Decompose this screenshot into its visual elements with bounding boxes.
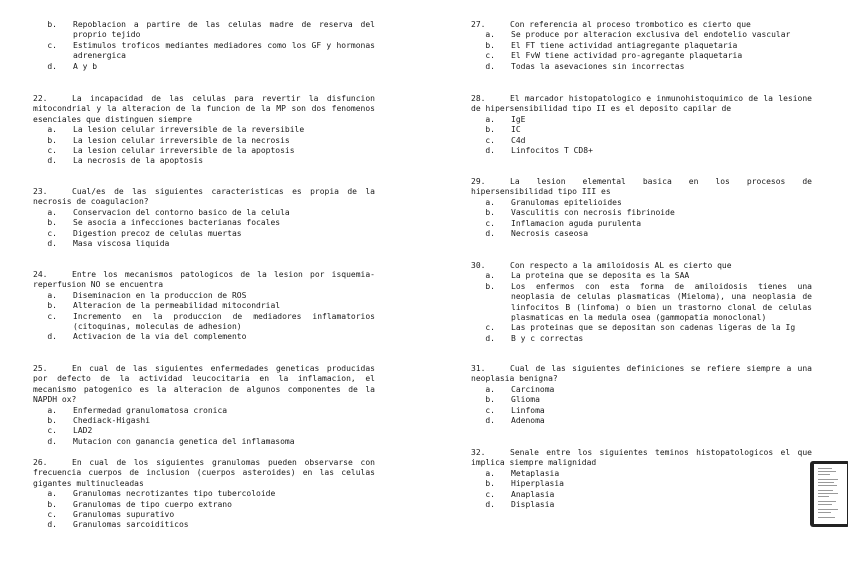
question-stem: 32. Senale entre los siguientes teminos histopatologicos el que implica siempre malignidad: [471, 448, 812, 468]
option-a: a. Diseminacion en la produccion de ROS: [47, 290, 247, 300]
options-list: [33, 208, 375, 250]
option-b: b. Hiperplasia: [485, 479, 564, 489]
options-list: [33, 406, 375, 448]
option-d: d. Necrosis caseosa: [485, 229, 589, 239]
option-a: a. Granulomas necrotizantes tipo tubercoloide: [47, 489, 276, 499]
option-a: a. La lesion celular irreversible de la reversibile: [47, 125, 305, 135]
question-31: [471, 364, 812, 426]
question-23: [33, 187, 375, 249]
option-d: d. Displasia: [485, 500, 555, 510]
option-c: c. Inflamacion aguda purulenta: [485, 218, 642, 228]
option-a: a. Se produce por alteracion exclusiva del endotelio vascular: [485, 30, 791, 40]
options-list: [471, 385, 812, 427]
option-a: a. Conservacion del contorno basico de la celula: [47, 207, 290, 217]
option-d: d. Granulomas sarcoiditicos: [47, 520, 189, 530]
option-b: b. Chediack-Higashi: [47, 416, 151, 426]
question-stem: 28. El marcador histopatologico e inmunohistoquimico de la lesione de hipersensibilidad tipo II es el deposito capilar de: [471, 94, 812, 114]
option-c: c. LAD2: [47, 426, 93, 436]
option-c: c. C4d: [485, 135, 526, 145]
option-d: d. A y b: [47, 61, 98, 71]
option-b: b. Se asocia a infecciones bacterianas focales: [47, 218, 281, 228]
option-d: d. Masa viscosa liquida: [47, 239, 170, 249]
option-d: d. B y c correctas: [485, 333, 584, 343]
option-c: c. Las proteinas que se depositan son cadenas ligeras de la Ig: [485, 323, 796, 333]
options-list: [471, 198, 812, 240]
question-28: [471, 94, 812, 156]
option-a: a. IgE: [485, 114, 526, 124]
question-29: [471, 177, 812, 239]
options-list: [471, 30, 812, 72]
option-b: b. Vasculitis con necrosis fibrinoide: [485, 208, 675, 218]
option-d: d. La necrosis de la apoptosis: [47, 156, 204, 166]
option-b: b. Granulomas de tipo cuerpo extrano: [47, 499, 232, 509]
option-b: b. Repoblacion a partire de las celulas madre de reserva del proprio tejido: [47, 20, 375, 40]
question-27: [471, 20, 812, 72]
option-c: c. Granulomas supurativo: [47, 510, 175, 520]
question-21-continued: [33, 20, 375, 72]
options-list: [471, 115, 812, 157]
option-d: d. Activacion de la via del complemento: [47, 332, 247, 342]
question-24: [33, 270, 375, 343]
question-32: [471, 448, 812, 510]
options-list: [33, 291, 375, 343]
option-b: b. Alteracion de la permeabilidad mitocondrial: [47, 301, 281, 311]
option-c: c. Linfoma: [485, 405, 545, 415]
options-list: [471, 469, 812, 511]
option-c: c. La lesion celular irreversible de la apoptosis: [47, 146, 295, 156]
option-d: d. Todas la asevaciones sin incorrectas: [485, 61, 685, 71]
question-26: [33, 458, 375, 531]
option-b: b. IC: [485, 125, 521, 135]
option-c: c. Anaplasia: [485, 489, 555, 499]
option-b: b. Glioma: [485, 395, 540, 405]
question-stem: 30. Con respecto a la amiloidosis AL es cierto que: [471, 261, 732, 270]
options-list: [33, 20, 375, 72]
options-list: [33, 489, 375, 531]
question-stem: 29. La lesion elemental basica en los procesos de hipersensibilidad tipo III es: [471, 177, 812, 197]
question-stem: 22. La incapacidad de las celulas para revertir la disfuncion mitocondrial y la alteracion de la funcion de la MP son dos fenomenos esenciales que distinguen siempre: [33, 94, 375, 124]
question-stem: 24. Entre los mecanismos patologicos de la lesion por isquemia-reperfusion NO se encuentra: [33, 270, 375, 290]
question-stem: 23. Cual/es de las siguientes caracteristicas es propia de la necrosis de coagulacion?: [33, 187, 375, 207]
page-preview-icon: [814, 464, 847, 524]
question-stem: 26. En cual de los siguientes granulomas pueden observarse con frecuencia cuerpos de inclusion (cuerpos asteroides) en las celulas gigantes multinucleadas: [33, 458, 375, 488]
option-a: a. Granulomas epitelioides: [485, 197, 622, 207]
page-preview-thumbnail[interactable]: [810, 461, 848, 527]
question-25: [33, 364, 375, 447]
question-stem: 31. Cual de las siguientes definiciones se refiere siempre a una neoplasia benigna?: [471, 364, 812, 384]
option-b: b. La lesion celular irreversible de la necrosis: [47, 135, 290, 145]
option-a: a. La proteina que se deposita es la SAA: [485, 271, 690, 281]
question-stem: 25. En cual de las siguientes enfermedades geneticas producidas por defecto de la actividad leucocitaria en la inflamacion, el mecanismo patogenico es la alteracion de algunos componentes de la NAPDH ox?: [33, 364, 375, 405]
question-22: [33, 94, 375, 167]
option-c: c. Digestion precoz de celulas muertas: [47, 228, 242, 238]
option-b: b. Los enfermos con esta forma de amiloidosis tienes una neoplasia de celulas plasmaticas (Mieloma), una neoplasia de linfocitos B (linfoma) o bien un trastorno clonal de celulas plasmaticas en la medula osea (gammopatia monoclonal): [485, 281, 812, 323]
option-d: d. Linfocitos T CD8+: [485, 146, 593, 156]
options-list: [471, 271, 812, 344]
option-d: d. Mutacion con ganancia genetica del inflamasoma: [47, 436, 295, 446]
option-a: a. Metaplasia: [485, 468, 560, 478]
option-c: c. El FvW tiene actividad pro-agregante plaquetaria: [485, 51, 743, 61]
option-a: a. Enfermedad granulomatosa cronica: [47, 405, 228, 415]
option-b: b. El FT tiene actividad antiagregante plaquetaria: [485, 40, 738, 50]
option-c: c. Estimulos troficos mediantes mediadores como los GF y hormonas adrenergica: [47, 40, 375, 61]
question-stem: 27. Con referencia al proceso trombotico es cierto que: [471, 20, 751, 29]
question-30: [471, 261, 812, 344]
option-d: d. Adenoma: [485, 416, 545, 426]
option-a: a. Carcinoma: [485, 384, 555, 394]
option-c: c. Incremento en la produccion de mediadores inflamatorios (citoquinas, moleculas de adhesion): [47, 311, 375, 332]
options-list: [33, 125, 375, 167]
